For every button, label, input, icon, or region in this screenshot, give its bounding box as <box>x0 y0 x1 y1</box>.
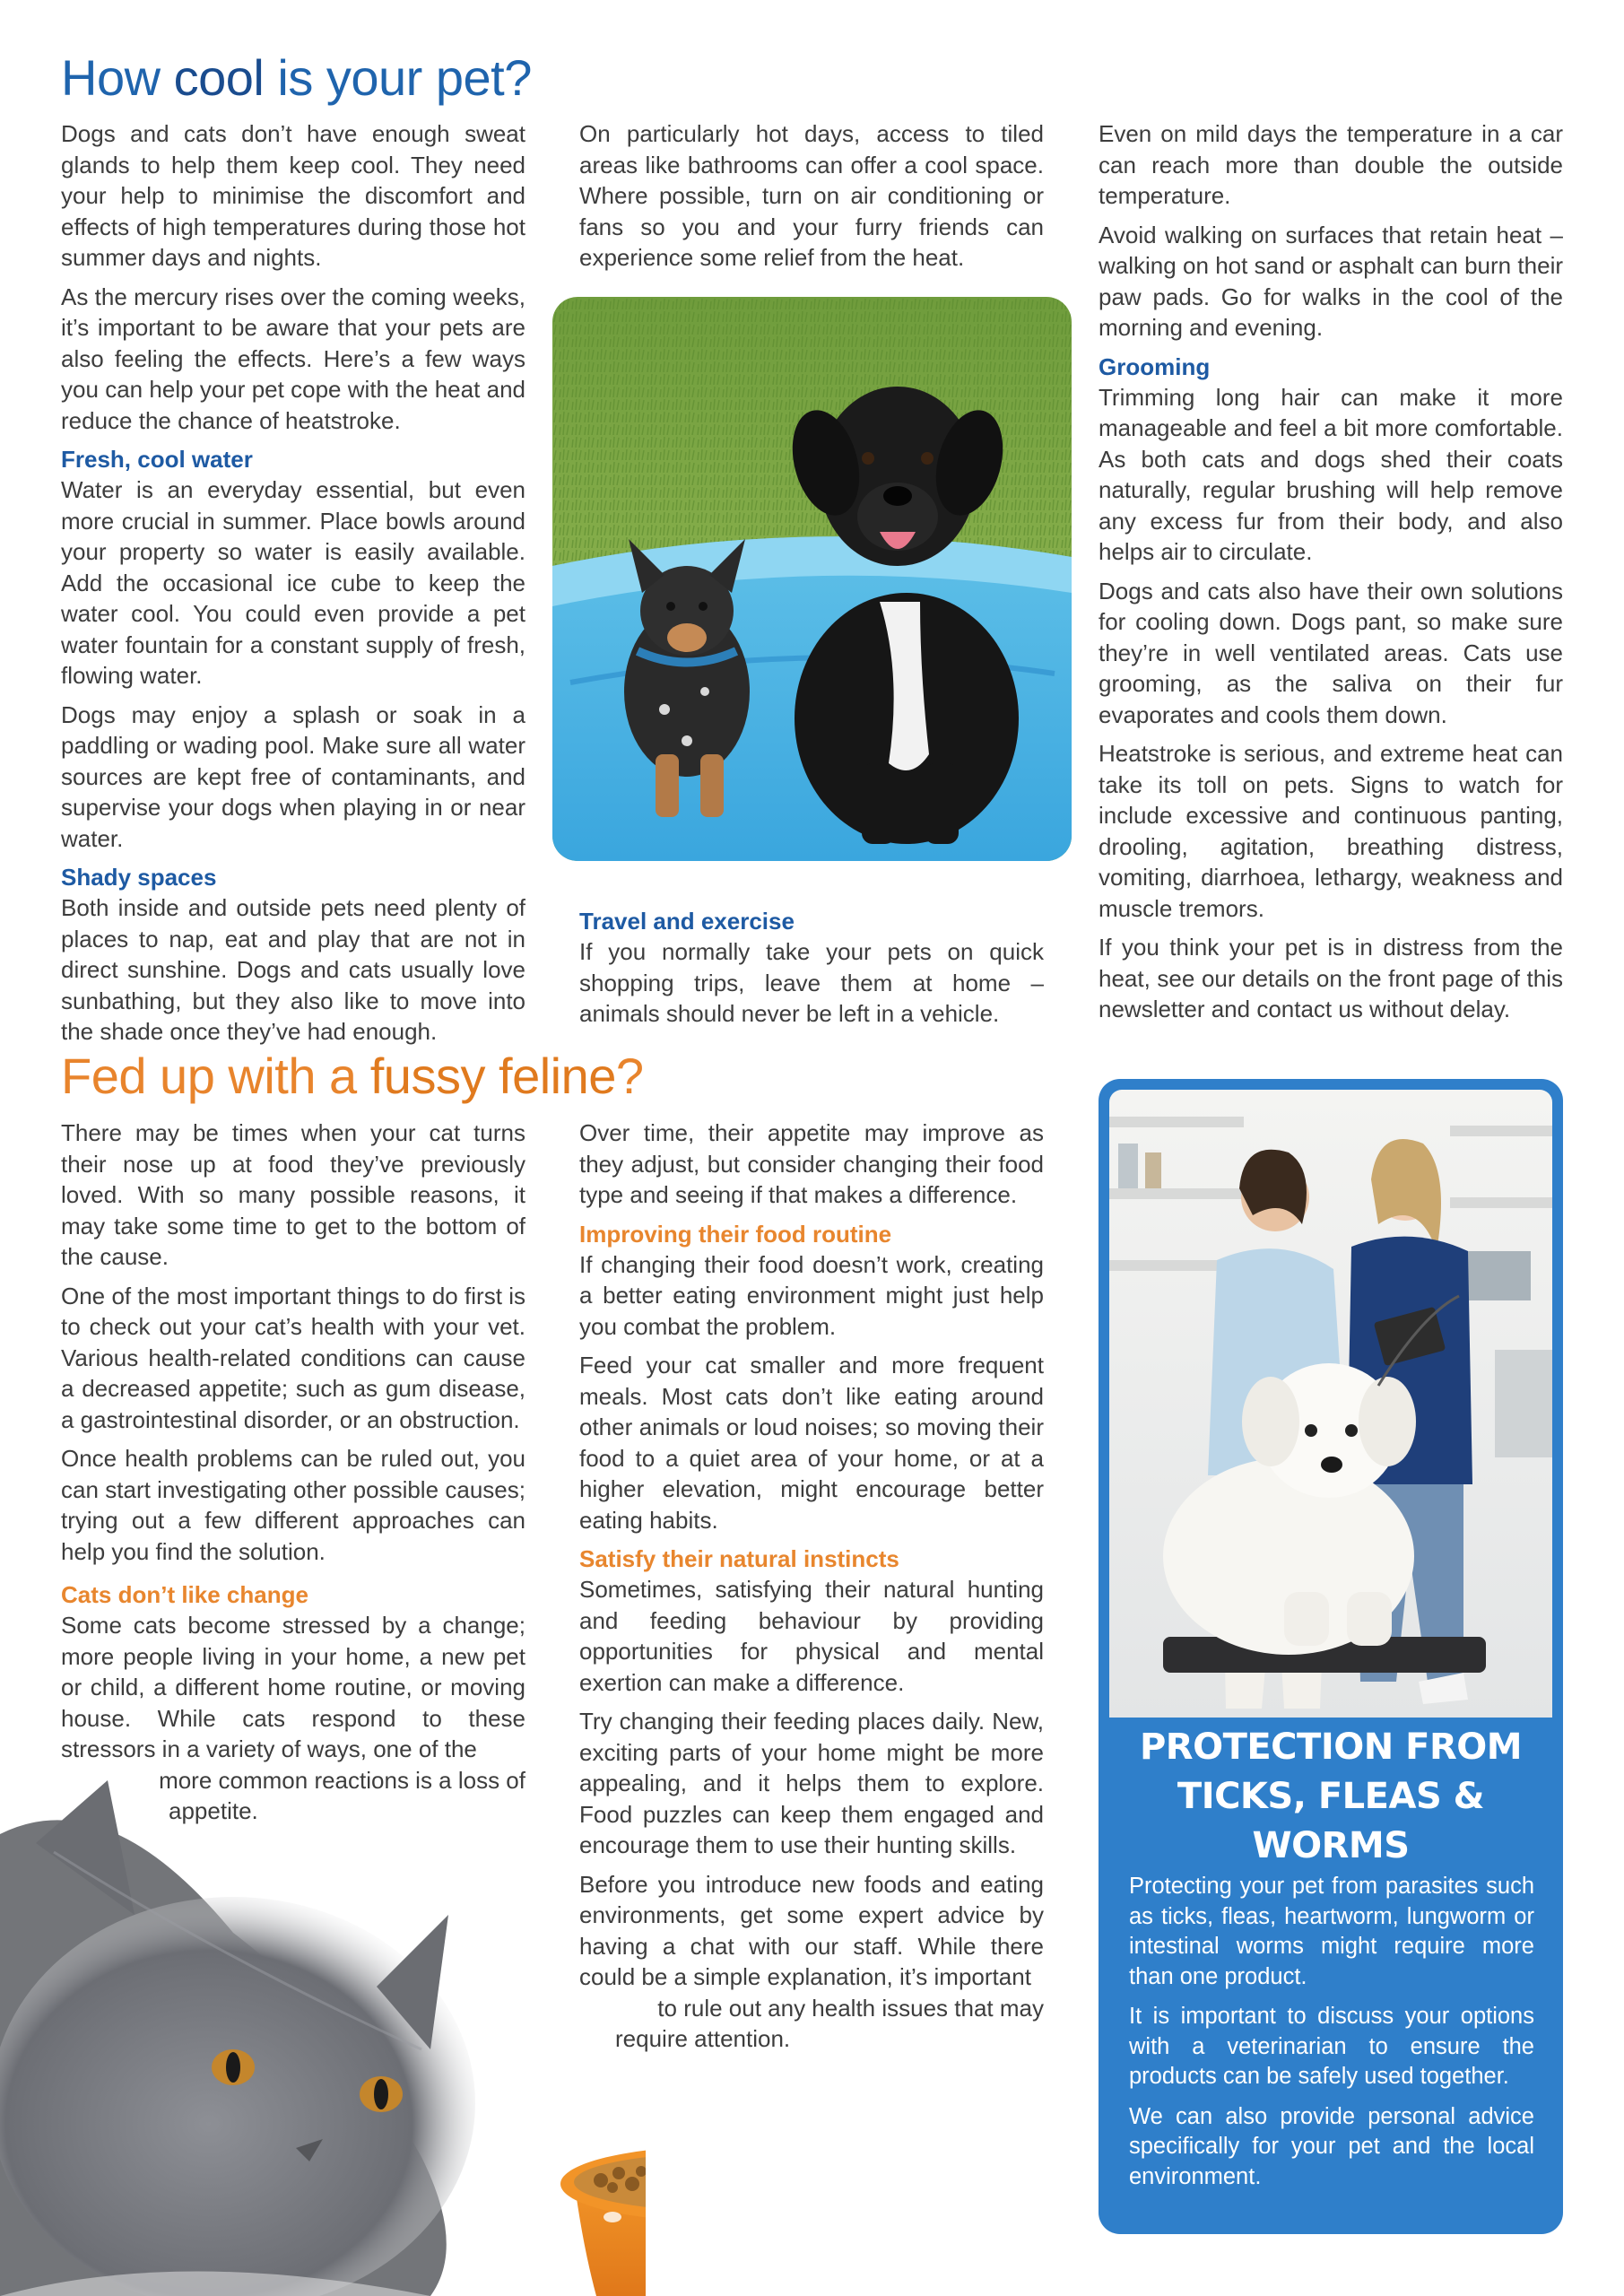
article2-column-1 <box>61 1118 525 1827</box>
paragraph: Some cats become stressed by a change; more people living in your home, a new pet or child, a different home routine, or moving house. While cats respond to these stressors in a variety of ways, one of the <box>61 1612 525 1762</box>
paragraph: One of the most important things to do first is to check out your cat’s health with your vet. Various health-related conditions can cause a decreased appetite; such as gum disease, a gastrointestinal disorder, or an obstruction. <box>61 1282 525 1433</box>
paragraph-continuation: to rule out any health issues that may <box>657 1994 1044 2022</box>
paragraph: Trimming long hair can make it more manageable and feel a bit more comfortable. As both cats and dogs shed their coats naturally, regular brushing will help remove any excess fur from their body, and also helps air to circulate. <box>1099 383 1563 565</box>
vet-clinic-dog-photo <box>1109 1090 1552 1718</box>
subheading-improving-food-routine: Improving their food routine <box>579 1220 892 1248</box>
subheading-grooming: Grooming <box>1099 352 1211 380</box>
paragraph: Feed your cat smaller and more frequent meals. Most cats don’t like eating around other animals or loud noises; so moving their food to a quiet area of your home, or at a higher elevation, might encourage better eating habits. <box>579 1352 1044 1534</box>
article-title-fussy-feline: Fed up with a fussy feline? <box>61 1048 644 1104</box>
paragraph: Water is an everyday essential, but even more crucial in summer. Place bowls around your property so water is easily available. Add the occasional ice cube to keep the water cool. You could even provide a pet water fountain for a constant supply of fresh, flowing water. <box>61 476 525 689</box>
paragraph: We can also provide personal advice specifically for your pet and the local environment. <box>1129 2103 1534 2189</box>
paragraph: There may be times when your cat turns their nose up at food they’ve previously loved. With so many possible reasons, it may take some time to get to the bottom of the cause. <box>61 1119 525 1270</box>
article2-column-2 <box>579 1118 1044 2055</box>
article1-column-2-bottom <box>579 906 1044 1038</box>
subheading-natural-instincts: Satisfy their natural instincts <box>579 1545 899 1572</box>
paragraph: As the mercury rises over the coming weeks, it’s important to be aware that your pets are also feeling the effects. Here’s a few ways you can help your pet cope with the heat and reduce the chance of heatstroke. <box>61 283 525 434</box>
article-title-cool-pet: How cool is your pet? <box>61 49 532 106</box>
panel-body <box>1129 1872 1534 2202</box>
paragraph: Avoid walking on surfaces that retain heat – walking on hot sand or asphalt can burn their paw pads. Go for walks in the cool of the morning and evening. <box>1099 221 1563 341</box>
paragraph: Dogs and cats also have their own solutions for cooling down. Dogs pant, so make sure they’re in well ventilated areas. Cats use grooming, as the saliva on their fur evaporates and cools them down. <box>1099 577 1563 728</box>
paragraph: Dogs and cats don’t have enough sweat glands to help them keep cool. They need your help to minimise the discomfort and effects of high temperatures during those hot summer days and nights. <box>61 120 525 271</box>
paragraph: If you think your pet is in distress from the heat, see our details on the front page of this newsletter and contact us without delay. <box>1099 934 1563 1022</box>
parasite-protection-panel <box>1099 1079 1563 2234</box>
dogs-in-pool-photo <box>552 297 1072 861</box>
paragraph-continuation: more common reactions is a loss of <box>159 1766 525 1794</box>
paragraph: Both inside and outside pets need plenty of places to nap, eat and play that are not in direct sunshine. Dogs and cats usually love sunbathing, but they also like to move into the shade once they’ve had enough. <box>61 894 525 1045</box>
subheading-shady-spaces: Shady spaces <box>61 864 217 891</box>
paragraph-continuation: require attention. <box>615 2025 791 2052</box>
paragraph: Dogs may enjoy a splash or soak in a paddling or wading pool. Make sure all water sources are kept free of contaminants, and supervise your dogs when playing in or near water. <box>61 700 525 852</box>
paragraph: Once health problems can be ruled out, you can start investigating other possible causes; trying out a few different approaches can help you find the solution. <box>61 1445 525 1565</box>
subheading-fresh-water: Fresh, cool water <box>61 446 253 473</box>
paragraph: It is important to discuss your options with a veterinarian to ensure the products can be safely used together. <box>1129 2004 1534 2089</box>
paragraph: Even on mild days the temperature in a car can reach more than double the outside temperature. <box>1099 120 1563 209</box>
subheading-travel-exercise: Travel and exercise <box>579 908 795 935</box>
paragraph: If you normally take your pets on quick shopping trips, leave them at home – animals should never be left in a vehicle. <box>579 938 1044 1027</box>
article1-column-3 <box>1099 118 1563 1033</box>
paragraph: Over time, their appetite may improve as they adjust, but consider changing their food type and seeing if that makes a difference. <box>579 1119 1044 1208</box>
paragraph: Protecting your pet from parasites such as ticks, fleas, heartworm, lungworm or intestinal worms might require more than one product. <box>1129 1874 1534 1989</box>
grey-cat-photo <box>0 1780 646 2296</box>
paragraph: On particularly hot days, access to tiled areas like bathrooms can offer a cool space. Where possible, turn on air conditioning or fans so you and your furry friends can experience some relief from the heat. <box>579 120 1044 271</box>
paragraph: Heatstroke is serious, and extreme heat can take its toll on pets. Signs to watch for include excessive and continuous panting, drooling, agitation, breathing distress, vomiting, diarrhoea, lethargy, weakness and muscle tremors. <box>1099 740 1563 922</box>
article1-column-2-top <box>579 118 1044 282</box>
subheading-cats-dont-like-change: Cats don’t like change <box>61 1581 308 1608</box>
panel-heading: PROTECTION FROM TICKS, FLEAS & WORMS <box>1139 1726 1523 1866</box>
paragraph: If changing their food doesn’t work, creating a better eating environment might just help you combat the problem. <box>579 1250 1044 1340</box>
paragraph: Sometimes, satisfying their natural hunting and feeding behaviour by providing opportunities for physical and mental exertion can make a difference. <box>579 1576 1044 1696</box>
article1-column-1 <box>61 118 525 1056</box>
paragraph-continuation: appetite. <box>169 1797 258 1824</box>
paragraph: Before you introduce new foods and eating environments, get some expert advice by having a chat with our staff. While there could be a simple explanation, it’s important <box>579 1870 1044 1990</box>
paragraph: Try changing their feeding places daily. New, exciting parts of your home might be more appealing, and it helps them to explore. Food puzzles can keep them engaged and encourage them to use their hunting skills. <box>579 1708 1044 1858</box>
